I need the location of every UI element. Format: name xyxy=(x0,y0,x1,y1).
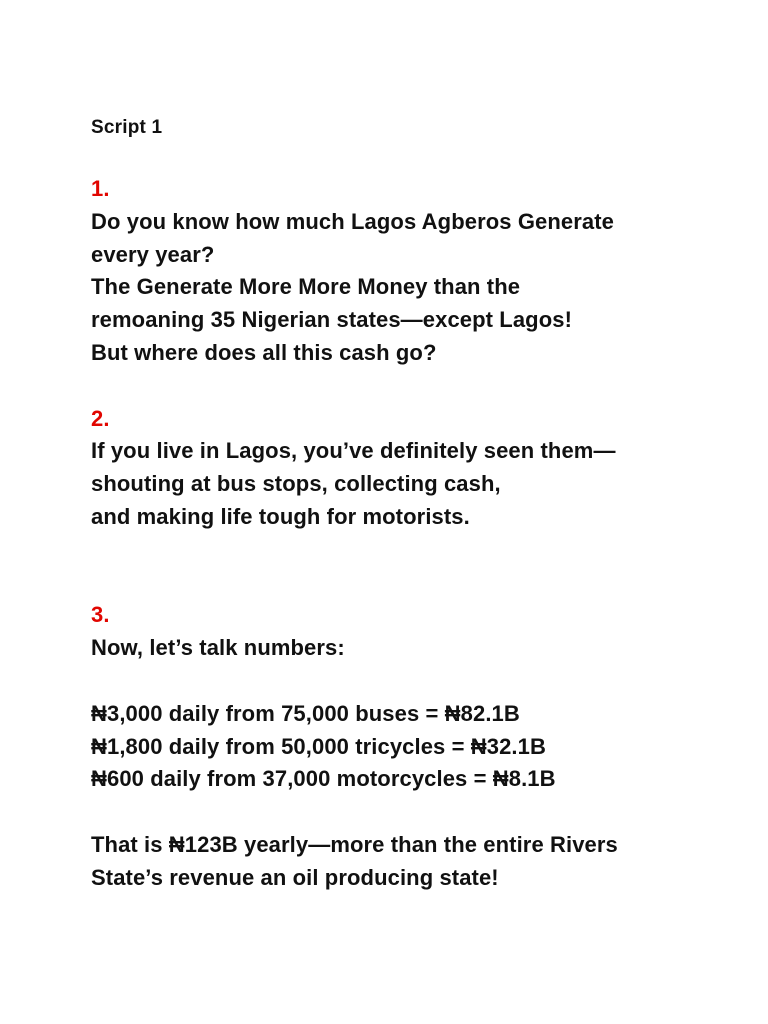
section-number: 2. xyxy=(91,405,110,431)
section-line: and making life tough for motorists. xyxy=(91,503,470,529)
section-line: Do you know how much Lagos Agberos Generate xyxy=(91,208,614,234)
section-line: shouting at bus stops, collecting cash, xyxy=(91,471,501,497)
calculation-line: ₦3,000 daily from 75,000 buses = ₦82.1B xyxy=(91,700,520,726)
calculation-line: ₦1,800 daily from 50,000 tricycles = ₦32.1B xyxy=(91,733,546,759)
section-3 xyxy=(91,599,731,894)
calculation-line: ₦600 daily from 37,000 motorcycles = ₦8.1B xyxy=(91,766,556,792)
section-line: remoaning 35 Nigerian states—except Lagos! xyxy=(91,307,573,333)
section-line: But where does all this cash go? xyxy=(91,339,437,365)
spacer xyxy=(91,665,731,698)
section-2 xyxy=(91,403,731,534)
script-body xyxy=(91,173,731,895)
section-line: If you live in Lagos, you’ve definitely seen them— xyxy=(91,438,616,464)
spacer xyxy=(91,534,731,567)
document-title: Script 1 xyxy=(91,117,163,138)
section-intro: Now, let’s talk numbers: xyxy=(91,635,345,661)
conclusion-line: That is ₦123B yearly—more than the entire Rivers xyxy=(91,831,618,857)
spacer xyxy=(91,370,731,403)
section-1 xyxy=(91,173,731,370)
spacer xyxy=(91,796,731,829)
section-line: The Generate More More Money than the xyxy=(91,274,521,300)
section-number: 1. xyxy=(91,176,110,201)
section-number: 3. xyxy=(91,602,110,628)
spacer xyxy=(91,567,731,600)
conclusion-line: State’s revenue an oil producing state! xyxy=(91,864,499,890)
section-line: every year? xyxy=(91,241,215,267)
